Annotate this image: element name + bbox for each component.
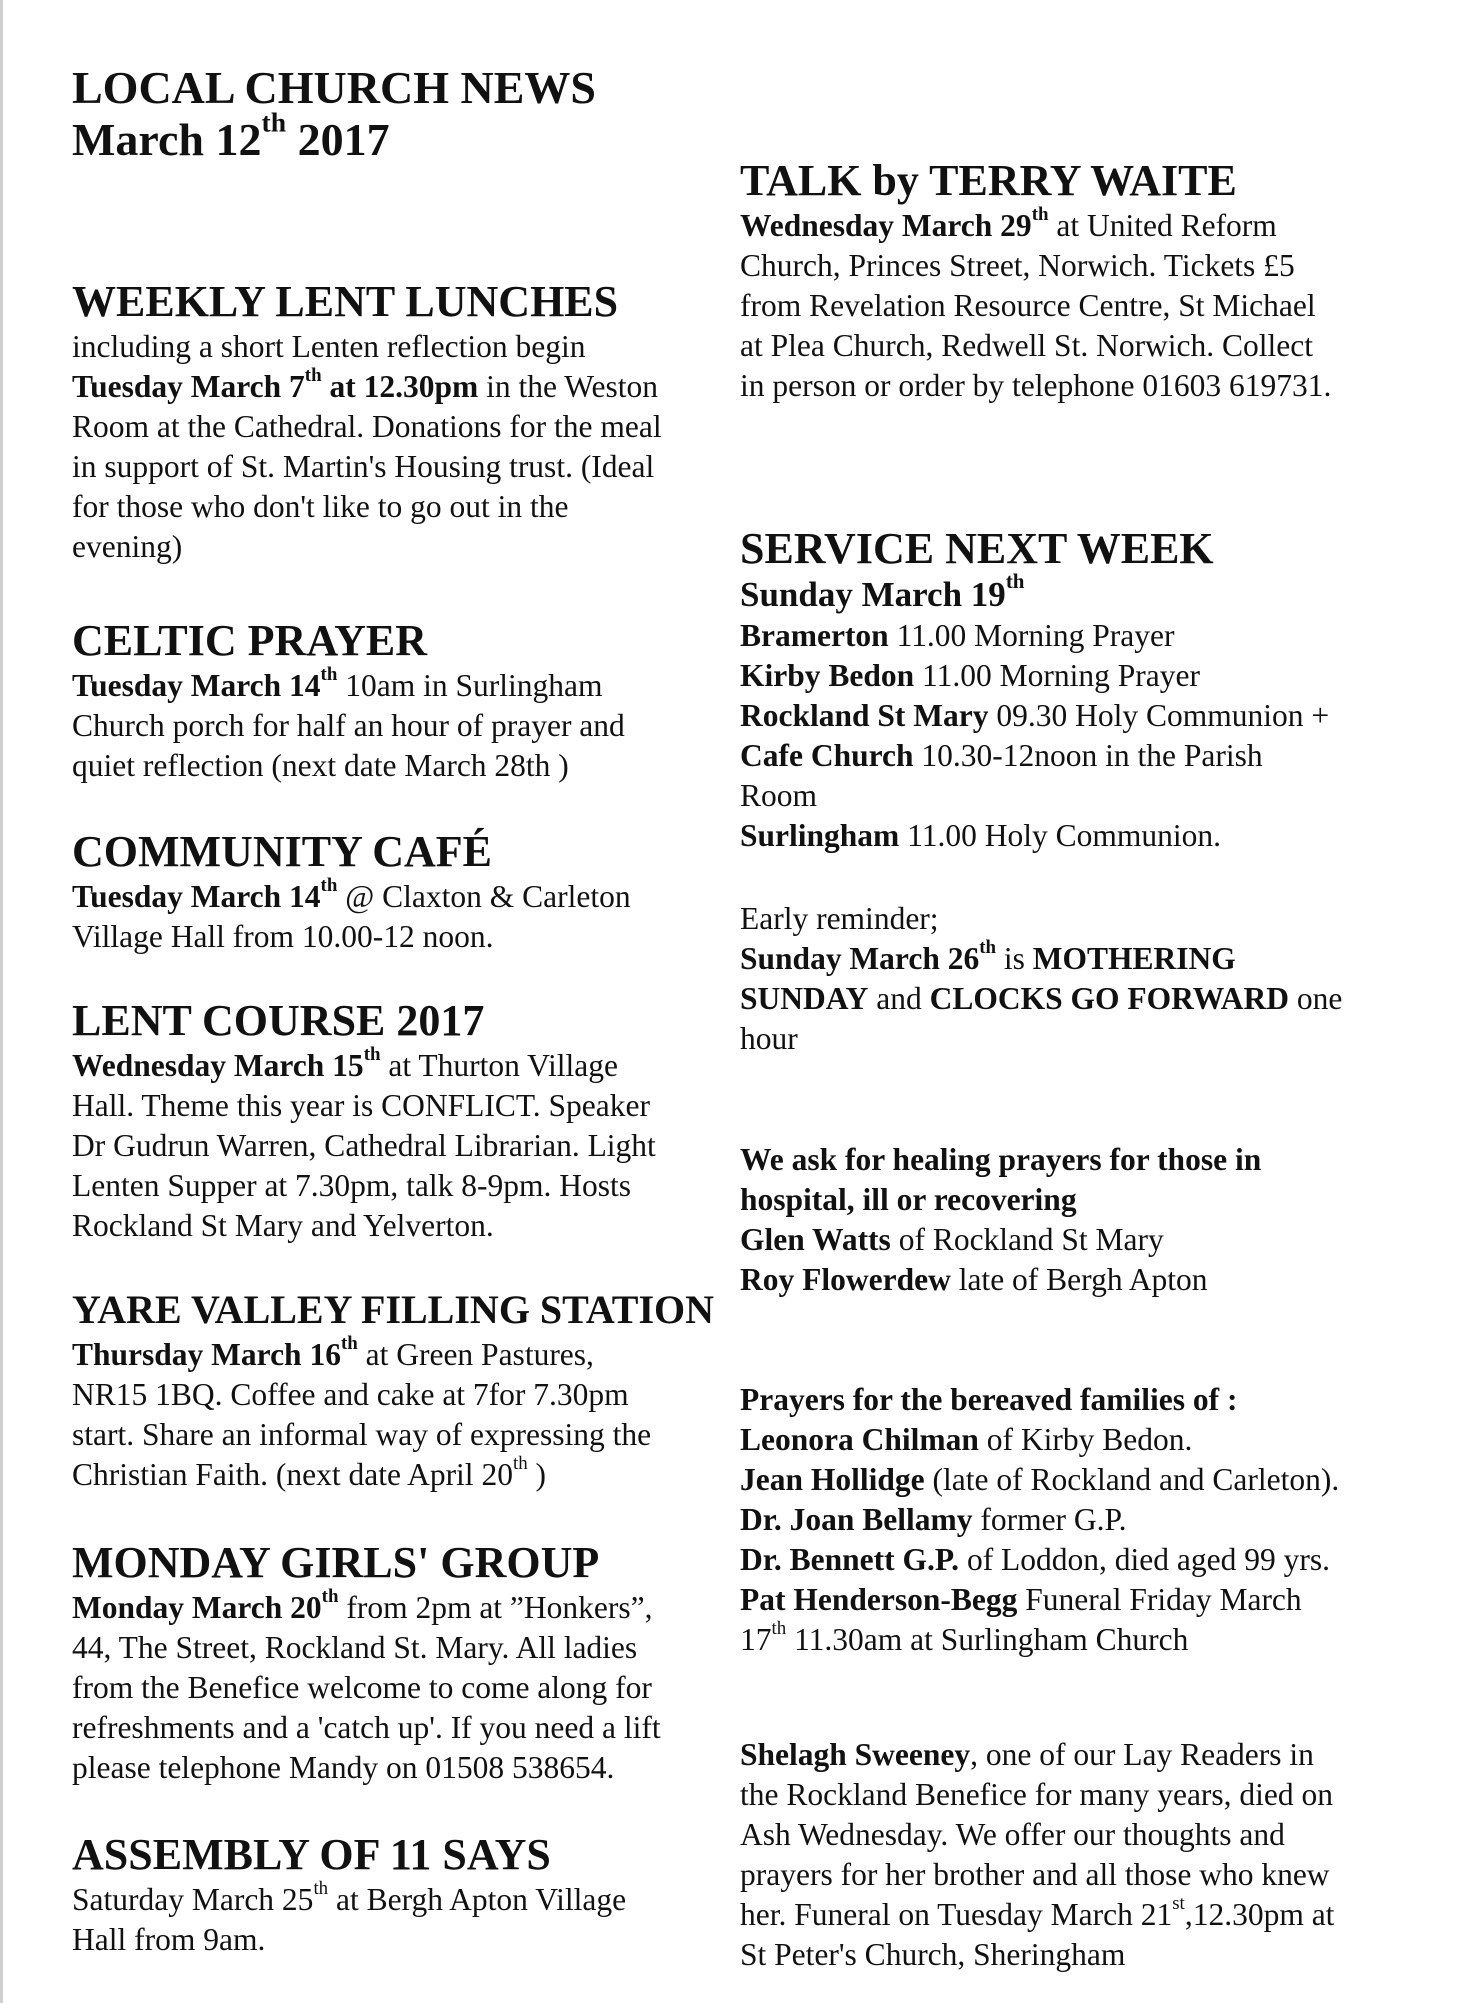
- section-heading: WEEKLY LENT LUNCHES: [72, 277, 619, 326]
- celtic-prayer-section: [72, 616, 732, 786]
- section-heading: YARE VALLEY FILLING STATION: [72, 1287, 715, 1332]
- page-header: [72, 62, 732, 166]
- yare-valley-section: [72, 1285, 732, 1495]
- page-date: March 12th 2017: [72, 106, 390, 165]
- section-heading: TALK by TERRY WAITE: [740, 156, 1237, 205]
- section-heading: SERVICE NEXT WEEK: [740, 524, 1214, 573]
- section-body: Shelagh Sweeney, one of our Lay Readers in the Rockland Benefice for many years, died on Ash Wednesday. We offer our thoughts and prayers for her brother and all those who knew her. Funeral on Tuesday March 21st,12.30pm at St Peter's Church, Sheringham: [740, 1737, 1335, 1972]
- monday-girls-section: [72, 1538, 732, 1788]
- section-body: Early reminder; Sunday March 26th is MOTHERING SUNDAY and CLOCKS GO FORWARD one hour: [740, 901, 1343, 1056]
- shelagh-sweeney-section: [740, 1735, 1420, 1975]
- section-heading: LENT COURSE 2017: [72, 996, 485, 1045]
- section-heading: COMMUNITY CAFÉ: [72, 827, 492, 876]
- healing-prayers-section: [740, 1140, 1420, 1300]
- lent-lunches-section: [72, 277, 732, 567]
- section-body: Saturday March 25th at Bergh Apton Village Hall from 9am.: [72, 1877, 627, 1957]
- section-heading: CELTIC PRAYER: [72, 616, 427, 665]
- section-body: Tuesday March 14th 10am in Surlingham Church porch for half an hour of prayer and quiet reflection (next date March 28th ): [72, 663, 625, 783]
- page-title: LOCAL CHURCH NEWS: [72, 62, 596, 113]
- terry-waite-section: [740, 156, 1420, 406]
- community-cafe-section: [72, 827, 732, 957]
- section-body: including a short Lenten reflection begin Tuesday March 7th at 12.30pm in the Weston Room at the Cathedral. Donations for the meal in support of St. Martin's Housing trust. (Ideal for those who don't like to go out in the evening): [72, 329, 662, 564]
- section-body: We ask for healing prayers for those in hospital, ill or recovering Glen Watts of Rockland St Mary Roy Flowerdew late of Bergh Apton: [740, 1142, 1262, 1297]
- section-heading: MONDAY GIRLS' GROUP: [72, 1538, 600, 1587]
- page-edge: [0, 0, 3, 2003]
- lent-course-section: [72, 996, 732, 1246]
- early-reminder-section: [740, 899, 1420, 1059]
- bereaved-families-section: [740, 1380, 1420, 1660]
- section-body: Wednesday March 29th at United Reform Church, Princes Street, Norwich. Tickets £5 from Revelation Resource Centre, St Michael at Plea Church, Redwell St. Norwich. Collect in person or order by telephone 01603 619731.: [740, 203, 1332, 403]
- assembly-section: [72, 1830, 732, 1960]
- service-next-week-section: [740, 524, 1420, 856]
- section-body: Prayers for the bereaved families of : Leonora Chilman of Kirby Bedon. Jean Hollidge (late of Rockland and Carleton). Dr. Joan Bellamy former G.P. Dr. Bennett G.P. of Loddon, died aged 99 yrs. Pat Henderson-Begg Funeral Friday March 17th 11.30am at Surlingham Church: [740, 1382, 1340, 1657]
- section-body: Sunday March 19th Bramerton 11.00 Morning Prayer Kirby Bedon 11.00 Morning Prayer Rockland St Mary 09.30 Holy Communion + Cafe Church 10.30-12noon in the Parish Room Surlingham 11.00 Holy Communion.: [740, 569, 1330, 853]
- section-body: Tuesday March 14th @ Claxton & Carleton Village Hall from 10.00-12 noon.: [72, 874, 631, 954]
- section-heading: ASSEMBLY OF 11 SAYS: [72, 1830, 551, 1879]
- section-body: Thursday March 16th at Green Pastures, NR15 1BQ. Coffee and cake at 7for 7.30pm start. Share an informal way of expressing the Christian Faith. (next date April 20th ): [72, 1332, 652, 1492]
- section-body: Monday March 20th from 2pm at ”Honkers”, 44, The Street, Rockland St. Mary. All ladies from the Benefice welcome to come along for refreshments and a 'catch up'. If you need a lift please telephone Mandy on 01508 538654.: [72, 1585, 661, 1785]
- section-body: Wednesday March 15th at Thurton Village Hall. Theme this year is CONFLICT. Speaker Dr Gudrun Warren, Cathedral Librarian. Light Lenten Supper at 7.30pm, talk 8-9pm. Hosts Rockland St Mary and Yelverton.: [72, 1043, 656, 1243]
